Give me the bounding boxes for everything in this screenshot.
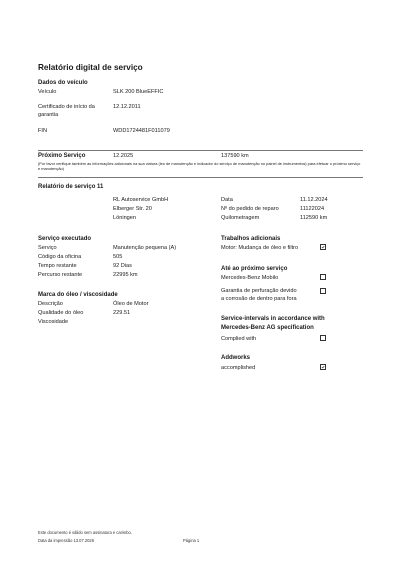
complied-with-label: Complied with	[221, 336, 257, 342]
additional-work-checkbox	[320, 244, 326, 250]
validity-note: Este documento é válido sem assinatura e carimbo.	[38, 530, 132, 535]
remaining-distance-label: Percurso restante	[38, 272, 83, 278]
fin-value: WDD1724481F011079	[113, 128, 170, 134]
repair-order-label: Nº do pedido de reparo	[221, 206, 279, 212]
service-report-heading: Relatório de serviço 11	[38, 184, 104, 190]
mobilo-checkbox	[320, 274, 326, 280]
next-service-label: Próximo Serviço	[38, 153, 86, 159]
addworks-heading: Addworks	[221, 355, 251, 361]
rust-warranty-label: Garantia de perfuração devido	[221, 288, 297, 294]
workshop-code-value: 505	[113, 254, 123, 260]
print-date: Data da impressão 13.07.2026	[38, 538, 94, 543]
next-service-km: 137590 km	[221, 153, 249, 159]
mileage-label: Quilometragem	[221, 215, 260, 221]
warranty-cert-label: Certificado de início da	[38, 104, 95, 110]
workshop-city: Löningen	[113, 215, 137, 221]
divider-bottom	[38, 177, 363, 178]
mobilo-label: Mercedes-Benz Mobilo	[221, 275, 279, 281]
vehicle-data-heading: Dados do veículo	[38, 80, 88, 86]
until-next-service-heading: Até ao próximo serviço	[221, 266, 288, 272]
rust-warranty-label-cont: a corrosão de dentro para fora	[221, 296, 297, 302]
mileage-value: 112590 km	[300, 215, 328, 221]
service-executed-heading: Serviço executado	[38, 236, 92, 242]
oil-description-value: Óleo de Motor	[113, 301, 149, 307]
checkmark-icon	[321, 365, 325, 369]
oil-quality-value: 229.51	[113, 310, 131, 316]
additional-work-heading: Trabalhos adicionais	[221, 236, 281, 242]
page-title: Relatório digital de serviço	[38, 63, 143, 72]
oil-description-label: Descrição	[38, 301, 63, 307]
additional-work-item: Motor: Mudança de óleo e filtro	[221, 245, 299, 251]
workshop-name: RL Autoservice GmbH	[113, 197, 169, 203]
service-value: Manutenção pequena (A)	[113, 245, 177, 251]
divider-top	[38, 150, 363, 151]
service-intervals-heading: Service-intervals in accordance with	[221, 316, 325, 322]
report-date: 11.12.2024	[300, 197, 328, 203]
repair-order-number: 11122024	[300, 206, 325, 212]
rust-warranty-checkbox	[320, 288, 326, 294]
warranty-cert-label-cont: garantia	[38, 112, 59, 118]
oil-quality-label: Qualidade do óleo	[38, 310, 84, 316]
accomplished-label: accomplished	[221, 365, 256, 371]
workshop-code-label: Código da oficina	[38, 254, 82, 260]
complied-with-checkbox	[320, 335, 326, 341]
workshop-street: Elberger Str. 20	[113, 206, 152, 212]
next-service-note: (Por favor verifique também as informações adicionais na sua viatura (leo de manutenção e indicador do serviço de manutenção no painel de instrumentos) para efetuar o próximo serviço e manutenção)	[38, 161, 361, 172]
checkmark-icon	[321, 245, 325, 249]
service-label: Serviço	[38, 245, 57, 251]
next-service-date: 12.2025	[113, 153, 134, 159]
oil-heading: Marca do óleo / viscosidade	[38, 292, 118, 298]
vehicle-label: Veículo	[38, 89, 57, 95]
remaining-time-value: 92 Dias	[113, 263, 132, 269]
fin-label: FIN	[38, 128, 48, 134]
page-number: Página 1	[183, 538, 200, 543]
oil-viscosity-label: Viscosidade	[38, 319, 69, 325]
service-intervals-heading-cont: Mercedes-Benz AG specification	[221, 325, 314, 331]
accomplished-checkbox	[320, 364, 326, 370]
remaining-distance-value: 22995 km	[113, 272, 138, 278]
vehicle-model: SLK 200 BlueEFFIC	[113, 89, 164, 95]
warranty-cert-date: 12.12.2011	[113, 104, 141, 110]
remaining-time-label: Tempo restante	[38, 263, 77, 269]
report-date-label: Data	[221, 197, 233, 203]
